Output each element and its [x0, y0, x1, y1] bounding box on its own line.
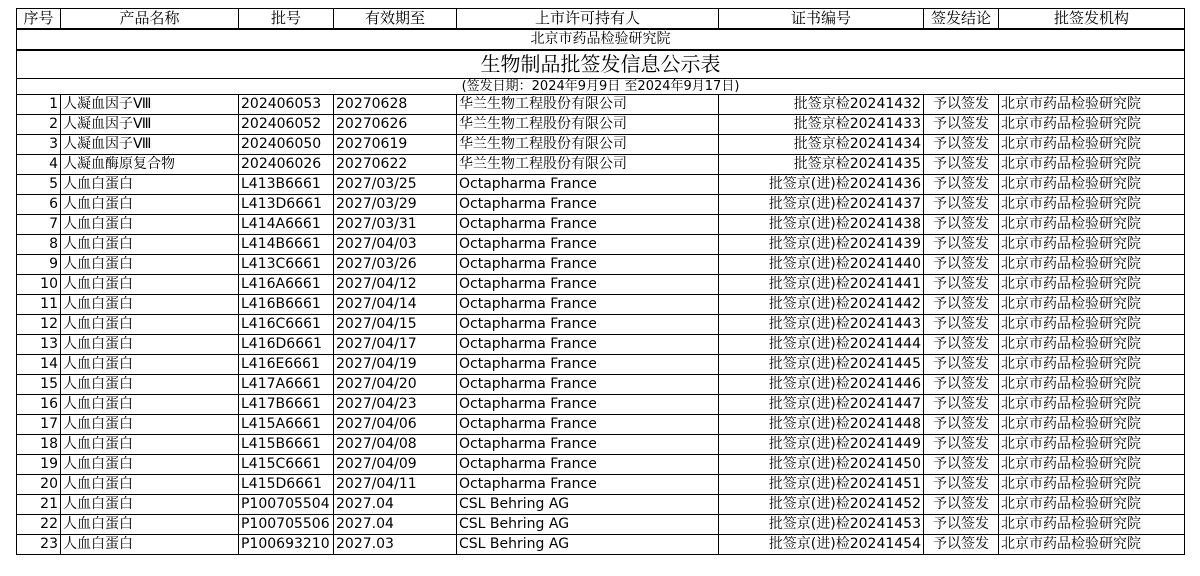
- release-conclusion: 予以签发: [924, 135, 999, 155]
- product-name: 人凝血因子Ⅷ: [61, 95, 239, 115]
- date-range-row: [17, 79, 1185, 95]
- row-index: 4: [17, 155, 61, 175]
- certificate-number: 批签京(进)检20241451: [719, 475, 924, 495]
- batch-number: L415C6661: [239, 455, 334, 475]
- column-header-row: [17, 9, 1185, 30]
- certificate-number: 批签京检20241435: [719, 155, 924, 175]
- product-name: 人血白蛋白: [61, 295, 239, 315]
- table-row: [17, 335, 1185, 355]
- table-row: [17, 235, 1185, 255]
- release-institution: 北京市药品检验研究院: [999, 335, 1185, 355]
- expiry-date: 2027/04/12: [334, 275, 457, 295]
- product-name: 人血白蛋白: [61, 495, 239, 515]
- expiry-date: 20270619: [334, 135, 457, 155]
- expiry-date: 2027/04/17: [334, 335, 457, 355]
- product-name: 人凝血因子Ⅷ: [61, 135, 239, 155]
- expiry-date: 2027/04/19: [334, 355, 457, 375]
- certificate-number: 批签京(进)检20241440: [719, 255, 924, 275]
- batch-number: L417B6661: [239, 395, 334, 415]
- release-conclusion: 予以签发: [924, 115, 999, 135]
- certificate-number: 批签京检20241434: [719, 135, 924, 155]
- product-name: 人血白蛋白: [61, 255, 239, 275]
- release-conclusion: 予以签发: [924, 515, 999, 535]
- certificate-number: 批签京(进)检20241449: [719, 435, 924, 455]
- release-conclusion: 予以签发: [924, 155, 999, 175]
- license-holder: Octapharma France: [457, 475, 719, 495]
- release-conclusion: 予以签发: [924, 415, 999, 435]
- col-header-conclusion: 签发结论: [924, 9, 999, 30]
- table-row: [17, 275, 1185, 295]
- org-row: [17, 29, 1185, 50]
- product-name: 人血白蛋白: [61, 335, 239, 355]
- row-index: 2: [17, 115, 61, 135]
- license-holder: 华兰生物工程股份有限公司: [457, 155, 719, 175]
- release-institution: 北京市药品检验研究院: [999, 315, 1185, 335]
- batch-number: L416E6661: [239, 355, 334, 375]
- license-holder: Octapharma France: [457, 255, 719, 275]
- certificate-number: 批签京(进)检20241452: [719, 495, 924, 515]
- title-row: [17, 50, 1185, 79]
- row-index: 11: [17, 295, 61, 315]
- row-index: 16: [17, 395, 61, 415]
- license-holder: Octapharma France: [457, 375, 719, 395]
- expiry-date: 2027.04: [334, 495, 457, 515]
- row-index: 9: [17, 255, 61, 275]
- row-index: 13: [17, 335, 61, 355]
- row-index: 23: [17, 535, 61, 555]
- table-row: [17, 515, 1185, 535]
- table-row: [17, 255, 1185, 275]
- product-name: 人凝血酶原复合物: [61, 155, 239, 175]
- batch-number: L414B6661: [239, 235, 334, 255]
- expiry-date: 2027/03/26: [334, 255, 457, 275]
- release-institution: 北京市药品检验研究院: [999, 535, 1185, 555]
- certificate-number: 批签京检20241433: [719, 115, 924, 135]
- certificate-number: 批签京(进)检20241448: [719, 415, 924, 435]
- certificate-number: 批签京(进)检20241454: [719, 535, 924, 555]
- expiry-date: 2027/03/25: [334, 175, 457, 195]
- batch-number: L416C6661: [239, 315, 334, 335]
- batch-number: L416A6661: [239, 275, 334, 295]
- col-header-batch: 批号: [239, 9, 334, 30]
- expiry-date: 2027/04/06: [334, 415, 457, 435]
- release-institution: 北京市药品检验研究院: [999, 435, 1185, 455]
- table-row: [17, 395, 1185, 415]
- table-row: [17, 135, 1185, 155]
- page-title: 生物制品批签发信息公示表: [17, 50, 1185, 79]
- batch-number: L413C6661: [239, 255, 334, 275]
- table-row: [17, 495, 1185, 515]
- release-institution: 北京市药品检验研究院: [999, 295, 1185, 315]
- release-conclusion: 予以签发: [924, 275, 999, 295]
- release-institution: 北京市药品检验研究院: [999, 355, 1185, 375]
- release-conclusion: 予以签发: [924, 495, 999, 515]
- batch-number: P100693210: [239, 535, 334, 555]
- product-name: 人血白蛋白: [61, 395, 239, 415]
- table-row: [17, 95, 1185, 115]
- certificate-number: 批签京(进)检20241447: [719, 395, 924, 415]
- product-name: 人血白蛋白: [61, 435, 239, 455]
- release-conclusion: 予以签发: [924, 295, 999, 315]
- expiry-date: 2027/04/11: [334, 475, 457, 495]
- certificate-number: 批签京(进)检20241446: [719, 375, 924, 395]
- expiry-date: 20270626: [334, 115, 457, 135]
- product-name: 人血白蛋白: [61, 235, 239, 255]
- license-holder: 华兰生物工程股份有限公司: [457, 95, 719, 115]
- license-holder: Octapharma France: [457, 435, 719, 455]
- certificate-number: 批签京(进)检20241450: [719, 455, 924, 475]
- license-holder: Octapharma France: [457, 195, 719, 215]
- expiry-date: 20270622: [334, 155, 457, 175]
- release-institution: 北京市药品检验研究院: [999, 95, 1185, 115]
- row-index: 6: [17, 195, 61, 215]
- license-holder: Octapharma France: [457, 315, 719, 335]
- row-index: 20: [17, 475, 61, 495]
- product-name: 人血白蛋白: [61, 455, 239, 475]
- release-conclusion: 予以签发: [924, 435, 999, 455]
- release-conclusion: 予以签发: [924, 475, 999, 495]
- release-conclusion: 予以签发: [924, 195, 999, 215]
- certificate-number: 批签京(进)检20241442: [719, 295, 924, 315]
- batch-number: L414A6661: [239, 215, 334, 235]
- license-holder: Octapharma France: [457, 295, 719, 315]
- row-index: 5: [17, 175, 61, 195]
- release-institution: 北京市药品检验研究院: [999, 495, 1185, 515]
- license-holder: Octapharma France: [457, 355, 719, 375]
- expiry-date: 2027.04: [334, 515, 457, 535]
- license-holder: CSL Behring AG: [457, 515, 719, 535]
- row-index: 3: [17, 135, 61, 155]
- release-institution: 北京市药品检验研究院: [999, 475, 1185, 495]
- license-holder: Octapharma France: [457, 335, 719, 355]
- product-name: 人凝血因子Ⅷ: [61, 115, 239, 135]
- row-index: 17: [17, 415, 61, 435]
- col-header-index: 序号: [17, 9, 61, 30]
- license-holder: CSL Behring AG: [457, 495, 719, 515]
- row-index: 22: [17, 515, 61, 535]
- table-row: [17, 155, 1185, 175]
- table-row: [17, 115, 1185, 135]
- release-institution: 北京市药品检验研究院: [999, 515, 1185, 535]
- col-header-institution: 批签发机构: [999, 9, 1185, 30]
- certificate-number: 批签京(进)检20241443: [719, 315, 924, 335]
- release-institution: 北京市药品检验研究院: [999, 395, 1185, 415]
- certificate-number: 批签京(进)检20241439: [719, 235, 924, 255]
- product-name: 人血白蛋白: [61, 475, 239, 495]
- batch-number: P100705504: [239, 495, 334, 515]
- product-name: 人血白蛋白: [61, 515, 239, 535]
- certificate-number: 批签京(进)检20241444: [719, 335, 924, 355]
- table-row: [17, 175, 1185, 195]
- expiry-date: 2027/04/08: [334, 435, 457, 455]
- product-name: 人血白蛋白: [61, 315, 239, 335]
- license-holder: Octapharma France: [457, 455, 719, 475]
- release-conclusion: 予以签发: [924, 535, 999, 555]
- release-conclusion: 予以签发: [924, 255, 999, 275]
- product-name: 人血白蛋白: [61, 375, 239, 395]
- batch-number: 202406026: [239, 155, 334, 175]
- release-conclusion: 予以签发: [924, 95, 999, 115]
- release-institution: 北京市药品检验研究院: [999, 195, 1185, 215]
- license-holder: Octapharma France: [457, 395, 719, 415]
- row-index: 1: [17, 95, 61, 115]
- row-index: 10: [17, 275, 61, 295]
- expiry-date: 2027.03: [334, 535, 457, 555]
- release-institution: 北京市药品检验研究院: [999, 155, 1185, 175]
- row-index: 8: [17, 235, 61, 255]
- license-holder: 华兰生物工程股份有限公司: [457, 135, 719, 155]
- org-name: 北京市药品检验研究院: [17, 29, 1185, 50]
- release-conclusion: 予以签发: [924, 215, 999, 235]
- row-index: 21: [17, 495, 61, 515]
- license-holder: CSL Behring AG: [457, 535, 719, 555]
- expiry-date: 2027/04/15: [334, 315, 457, 335]
- col-header-certificate: 证书编号: [719, 9, 924, 30]
- certificate-number: 批签京(进)检20241453: [719, 515, 924, 535]
- row-index: 12: [17, 315, 61, 335]
- batch-number: 202406052: [239, 115, 334, 135]
- expiry-date: 20270628: [334, 95, 457, 115]
- col-header-product: 产品名称: [61, 9, 239, 30]
- table-row: [17, 415, 1185, 435]
- certificate-number: 批签京(进)检20241445: [719, 355, 924, 375]
- release-conclusion: 予以签发: [924, 455, 999, 475]
- batch-number: L417A6661: [239, 375, 334, 395]
- certificate-number: 批签京(进)检20241436: [719, 175, 924, 195]
- release-institution: 北京市药品检验研究院: [999, 175, 1185, 195]
- expiry-date: 2027/04/03: [334, 235, 457, 255]
- product-name: 人血白蛋白: [61, 275, 239, 295]
- release-institution: 北京市药品检验研究院: [999, 235, 1185, 255]
- release-institution: 北京市药品检验研究院: [999, 115, 1185, 135]
- expiry-date: 2027/03/29: [334, 195, 457, 215]
- expiry-date: 2027/04/23: [334, 395, 457, 415]
- table-row: [17, 435, 1185, 455]
- col-header-expiry: 有效期至: [334, 9, 457, 30]
- release-institution: 北京市药品检验研究院: [999, 215, 1185, 235]
- certificate-number: 批签京(进)检20241438: [719, 215, 924, 235]
- batch-number: L416B6661: [239, 295, 334, 315]
- expiry-date: 2027/04/14: [334, 295, 457, 315]
- col-header-holder: 上市许可持有人: [457, 9, 719, 30]
- release-institution: 北京市药品检验研究院: [999, 375, 1185, 395]
- batch-number: 202406053: [239, 95, 334, 115]
- product-name: 人血白蛋白: [61, 355, 239, 375]
- batch-number: L416D6661: [239, 335, 334, 355]
- table-row: [17, 355, 1185, 375]
- release-conclusion: 予以签发: [924, 315, 999, 335]
- table-row: [17, 535, 1185, 555]
- batch-number: L413D6661: [239, 195, 334, 215]
- batch-number: L415D6661: [239, 475, 334, 495]
- expiry-date: 2027/04/20: [334, 375, 457, 395]
- table-row: [17, 195, 1185, 215]
- release-conclusion: 予以签发: [924, 335, 999, 355]
- batch-number: P100705506: [239, 515, 334, 535]
- license-holder: Octapharma France: [457, 235, 719, 255]
- product-name: 人血白蛋白: [61, 535, 239, 555]
- release-institution: 北京市药品检验研究院: [999, 135, 1185, 155]
- release-conclusion: 予以签发: [924, 355, 999, 375]
- release-institution: 北京市药品检验研究院: [999, 415, 1185, 435]
- expiry-date: 2027/04/09: [334, 455, 457, 475]
- license-holder: Octapharma France: [457, 215, 719, 235]
- release-institution: 北京市药品检验研究院: [999, 455, 1185, 475]
- certificate-number: 批签京(进)检20241437: [719, 195, 924, 215]
- product-name: 人血白蛋白: [61, 195, 239, 215]
- release-info-sheet: [16, 8, 1184, 555]
- release-conclusion: 予以签发: [924, 175, 999, 195]
- table-row: [17, 315, 1185, 335]
- batch-number: 202406050: [239, 135, 334, 155]
- product-name: 人血白蛋白: [61, 175, 239, 195]
- table-body: [17, 95, 1185, 555]
- certificate-number: 批签京检20241432: [719, 95, 924, 115]
- row-index: 18: [17, 435, 61, 455]
- batch-number: L413B6661: [239, 175, 334, 195]
- batch-number: L415A6661: [239, 415, 334, 435]
- product-name: 人血白蛋白: [61, 415, 239, 435]
- table-row: [17, 475, 1185, 495]
- license-holder: 华兰生物工程股份有限公司: [457, 115, 719, 135]
- date-range: (签发日期：2024年9月9日 至2024年9月17日): [17, 79, 1185, 95]
- release-conclusion: 予以签发: [924, 375, 999, 395]
- row-index: 19: [17, 455, 61, 475]
- row-index: 15: [17, 375, 61, 395]
- row-index: 7: [17, 215, 61, 235]
- batch-number: L415B6661: [239, 435, 334, 455]
- table-row: [17, 375, 1185, 395]
- release-institution: 北京市药品检验研究院: [999, 255, 1185, 275]
- license-holder: Octapharma France: [457, 175, 719, 195]
- release-conclusion: 予以签发: [924, 235, 999, 255]
- table-row: [17, 215, 1185, 235]
- release-institution: 北京市药品检验研究院: [999, 275, 1185, 295]
- certificate-number: 批签京(进)检20241441: [719, 275, 924, 295]
- batch-release-table: [16, 8, 1185, 555]
- product-name: 人血白蛋白: [61, 215, 239, 235]
- row-index: 14: [17, 355, 61, 375]
- license-holder: Octapharma France: [457, 275, 719, 295]
- release-conclusion: 予以签发: [924, 395, 999, 415]
- license-holder: Octapharma France: [457, 415, 719, 435]
- expiry-date: 2027/03/31: [334, 215, 457, 235]
- table-row: [17, 455, 1185, 475]
- table-row: [17, 295, 1185, 315]
